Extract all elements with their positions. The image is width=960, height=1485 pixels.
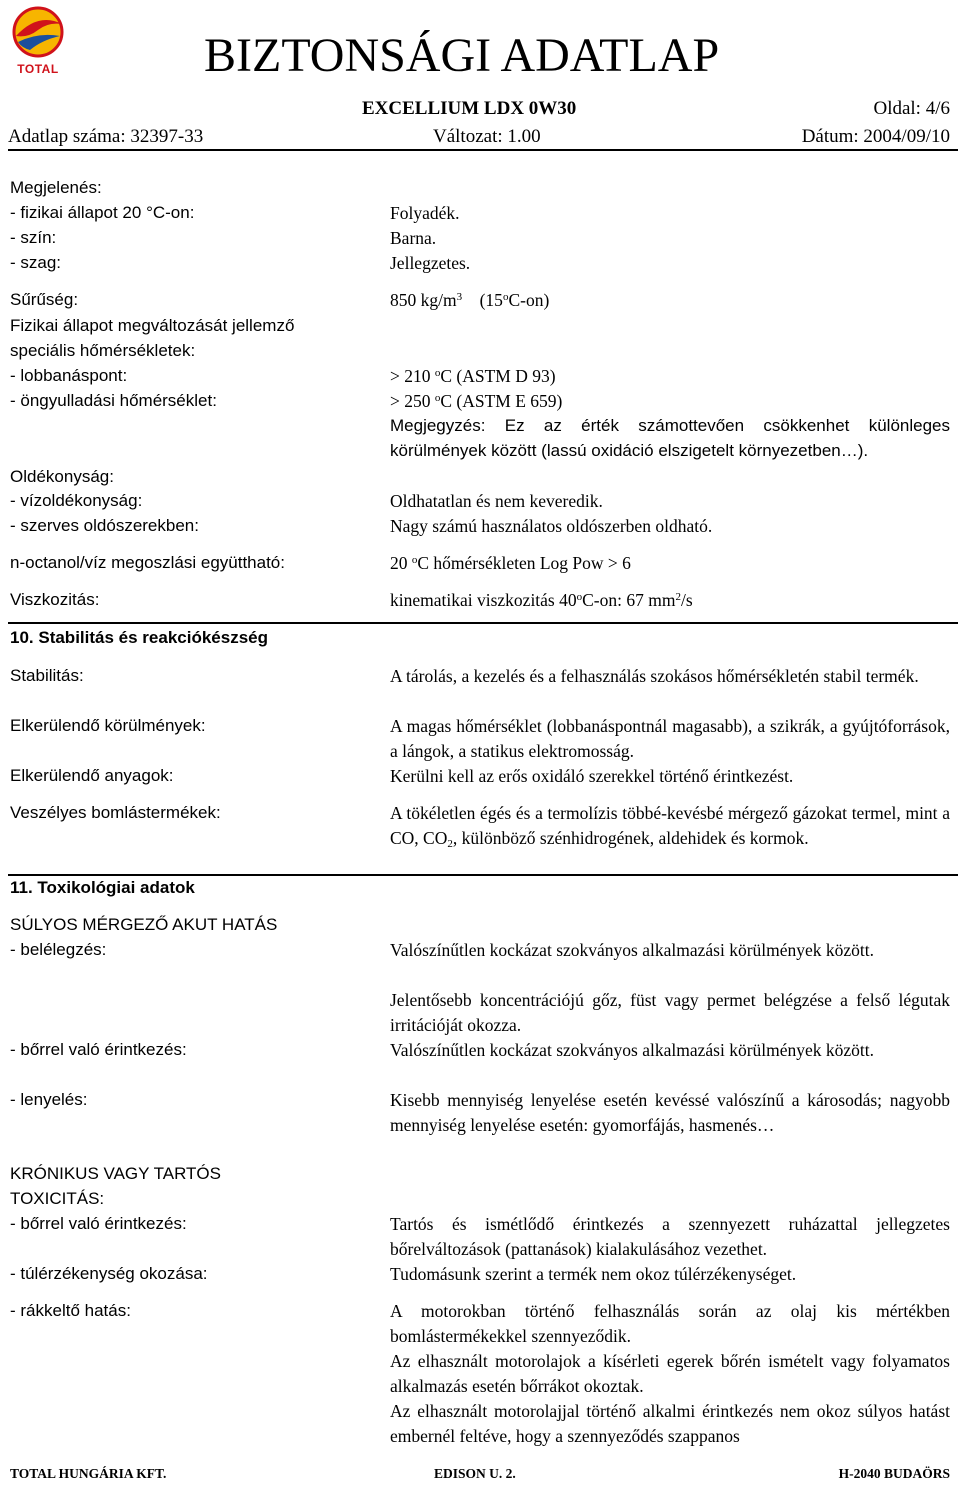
color-label: - szín: (10, 228, 57, 247)
chronic-skin-label: - bőrrel való érintkezés: (10, 1214, 187, 1233)
carcinogenicity-value-3: Az elhasznált motorolajjal történő alkalmi érintkezés nem okoz súlyos hatást embernél feltéve, hogy a szennyeződés szappanos (390, 1401, 950, 1446)
footer-company: TOTAL HUNGÁRIA KFT. (10, 1466, 167, 1481)
page-number: Oldal: 4/6 (873, 98, 950, 119)
page-title: BIZTONSÁGI ADATLAP (204, 29, 720, 82)
autoign-value: > 250 $^o$C (ASTM E 659) (390, 391, 563, 411)
flash-value: > 210 $^o$C (ASTM D 93) (390, 366, 556, 386)
sensitization-value: Tudomásunk szerint a termék nem okoz túlérzékenységet. (390, 1264, 797, 1284)
carcinogenicity-value-1: A motorokban történő felhasználás során az olaj kis mértékben bomlástermékekkel szennyeződik. (390, 1301, 950, 1346)
autoign-label: - öngyulladási hőmérséklet: (10, 391, 217, 410)
avoid-conditions-label: Elkerülendő körülmények: (10, 716, 206, 735)
footer-street: EDISON U. 2. (434, 1466, 516, 1481)
chronic-heading-1: KRÓNIKUS VAGY TARTÓS (10, 1164, 221, 1183)
logo-text: TOTAL (17, 62, 59, 76)
state-value: Folyadék. (390, 203, 460, 223)
chronic-skin-value: Tartós és ismétlődő érintkezés a szennyezett ruházattal jellegzetes bőrelváltozások (pattanások) kialakulásához vezethet. (390, 1214, 950, 1259)
date: Dátum: 2004/09/10 (801, 126, 950, 147)
temps-label-2: speciális hőmérsékletek: (10, 341, 196, 360)
decomposition-value: A tökéletlen égés és a termolízis többé-kevésbé mérgező gázokat termel, mint a CO, $CO_2$, különböző szénhidrogének, aldehidek és kormok. (390, 803, 950, 850)
avoid-conditions-value: A magas hőmérséklet (lobbanáspontnál magasabb), a szikrák, a gyújtóforrások, a lángok, a statikus elektromosság. (390, 716, 950, 761)
odor-value: Jellegzetes. (390, 253, 471, 273)
section-10-rule (8, 622, 958, 624)
total-logo-icon (8, 2, 68, 62)
acute-heading: SÚLYOS MÉRGEZŐ AKUT HATÁS (10, 915, 278, 934)
organic-solubility-label: - szerves oldószerekben: (10, 516, 199, 535)
total-logo (8, 2, 68, 76)
viscosity-label: Viszkozitás: (10, 590, 100, 609)
sheet-number: Adatlap száma: 32397-33 (8, 126, 204, 147)
version: Változat: 1.00 (433, 126, 541, 147)
section-10-heading: 10. Stabilitás és reakciókészség (10, 628, 268, 647)
density-value: 850 $kg/m^3$ (15$^o$C-on) (390, 290, 550, 310)
carcinogenicity-value-2: Az elhasznált motorolajok a kísérleti egerek bőrén ismételt vagy folyamatos alkalmazás esetén bőrrákot okoztak. (390, 1351, 950, 1396)
section-11-heading: 11. Toxikológiai adatok (10, 878, 195, 897)
inhalation-label: - belélegzés: (10, 940, 107, 959)
inhalation-value-1: Valószínűtlen kockázat szokványos alkalmazási körülmények között. (390, 940, 875, 960)
skin-contact-label: - bőrrel való érintkezés: (10, 1040, 187, 1059)
skin-contact-value: Valószínűtlen kockázat szokványos alkalmazási körülmények között. (390, 1040, 875, 1060)
stability-value: A tárolás, a kezelés és a felhasználás szokásos hőmérsékletén stabil termék. (390, 666, 919, 686)
avoid-materials-value: Kerülni kell az erős oxidáló szerekkel történő érintkezést. (390, 766, 794, 786)
organic-solubility-value: Nagy számú használatos oldószerben oldható. (390, 516, 713, 536)
autoign-note: Megjegyzés: Ez az érték számottevően csökkenhet különleges körülmények között (lassú oxidáció elszigetelt környezetben…). (390, 416, 950, 460)
appearance-label: Megjelenés: (10, 178, 102, 197)
avoid-materials-label: Elkerülendő anyagok: (10, 766, 174, 785)
carcinogenicity-label: - rákkeltő hatás: (10, 1301, 131, 1320)
ingestion-value: Kisebb mennyiség lenyelése esetén kevéssé valószínű a károsodás; nagyobb mennyiség lenyelése esetén: gyomorfájás, hasmenés… (390, 1090, 950, 1135)
water-solubility-label: - vízoldékonyság: (10, 491, 143, 510)
flash-label: - lobbanáspont: (10, 366, 128, 385)
density-label: Sűrűség: (10, 290, 79, 309)
partition-value: 20 $^o$C hőmérsékleten Log Pow > 6 (390, 553, 631, 573)
solubility-label: Oldékonyság: (10, 467, 114, 486)
temps-label-1: Fizikai állapot megváltozását jellemző (10, 316, 295, 335)
decomposition-label: Veszélyes bomlástermékek: (10, 803, 221, 822)
chronic-heading-2: TOXICITÁS: (10, 1189, 105, 1208)
inhalation-value-2: Jelentősebb koncentrációjú gőz, füst vagy permet belégzése a felső légutak irritációját okozza. (390, 990, 950, 1035)
color-value: Barna. (390, 228, 437, 248)
water-solubility-value: Oldhatatlan és nem keveredik. (390, 491, 603, 511)
sensitization-label: - túlérzékenység okozása: (10, 1264, 208, 1283)
stability-label: Stabilitás: (10, 666, 84, 685)
state-label: - fizikai állapot 20 °C-on: (10, 203, 195, 222)
footer-city: H-2040 BUDAÖRS (838, 1466, 950, 1481)
header-rule (8, 149, 958, 151)
viscosity-value: kinematikai viszkozitás 40$^o$C-on: 67 $mm^2/s$ (390, 590, 693, 610)
partition-label: n-octanol/víz megoszlási együttható: (10, 553, 285, 572)
product-name: EXCELLIUM LDX 0W30 (362, 98, 577, 119)
odor-label: - szag: (10, 253, 62, 272)
ingestion-label: - lenyelés: (10, 1090, 88, 1109)
